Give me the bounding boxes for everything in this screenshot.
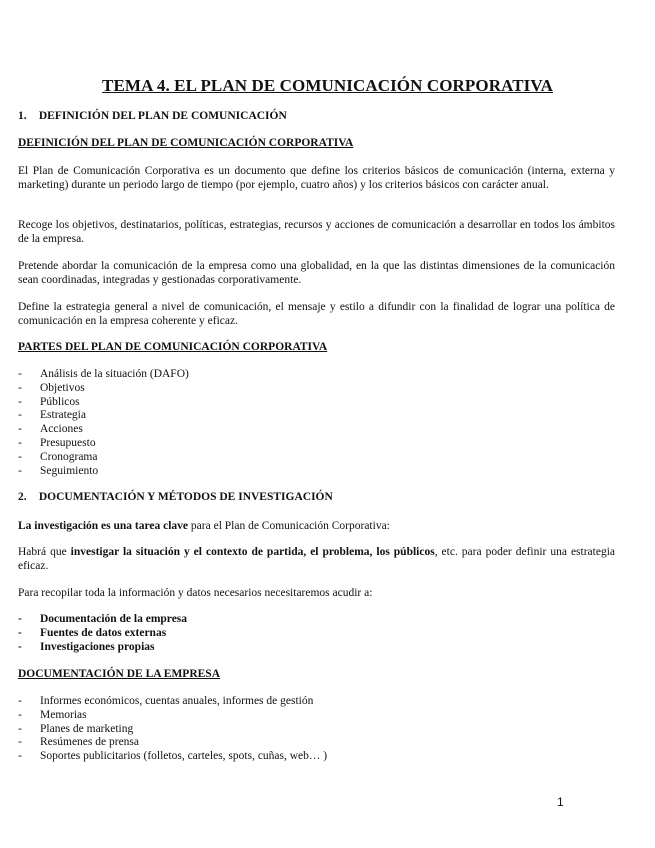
list-item: - Fuentes de datos externas bbox=[18, 626, 167, 639]
list-item: - Investigaciones propias bbox=[18, 640, 155, 653]
list-item: - Soportes publicitarios (folletos, carteles, spots, cuñas, web… ) bbox=[18, 750, 328, 763]
section-1-heading-text: DEFINICIÓN DEL PLAN DE COMUNICACIÓN bbox=[38, 110, 287, 122]
paragraph: El Plan de Comunicación Corporativa es un documento que define los criterios básicos de comunicación (interna, externa y marketing) durante un periodo largo de tiempo (por ejemplo, cuatro años) y los criterios básicos con carácter anual. bbox=[18, 165, 615, 191]
list-item: - Objetivos bbox=[18, 381, 85, 394]
paragraph: Para recopilar toda la información y datos necesarios necesitaremos acudir a: bbox=[18, 587, 373, 599]
section-2-heading-text: DOCUMENTACIÓN Y MÉTODOS DE INVESTIGACIÓN bbox=[38, 491, 333, 503]
list-item: - Resúmenes de prensa bbox=[18, 736, 139, 749]
list-item: - Planes de marketing bbox=[18, 722, 134, 735]
paragraph: La investigación es una tarea clave para el Plan de Comunicación Corporativa: bbox=[18, 520, 390, 532]
paragraph: Recoge los objetivos, destinatarios, políticas, estrategias, recursos y acciones de comunicación a desarrollar en todos los ámbitos de la empresa. bbox=[18, 219, 615, 245]
list-item: - Seguimiento bbox=[18, 464, 99, 477]
list-item: - Acciones bbox=[18, 423, 83, 436]
list-item: - Públicos bbox=[18, 395, 80, 408]
sources-list bbox=[18, 613, 187, 654]
section-2-number: 2. bbox=[18, 491, 27, 503]
list-item: - Documentación de la empresa bbox=[18, 613, 188, 625]
list-item: - Estrategia bbox=[18, 409, 86, 422]
list-item: - Análisis de la situación (DAFO) bbox=[18, 368, 189, 380]
paragraph: Pretende abordar la comunicación de la empresa como una globalidad, en la que las distintas dimensiones de la comunicación sean coordinadas, integradas y gestionadas corporativamente. bbox=[18, 260, 615, 286]
parts-heading: PARTES DEL PLAN DE COMUNICACIÓN CORPORATIVA bbox=[18, 341, 328, 353]
section-1-number: 1. bbox=[18, 110, 27, 122]
page-title: TEMA 4. EL PLAN DE COMUNICACIÓN CORPORATIVA bbox=[102, 76, 553, 95]
parts-list bbox=[18, 368, 189, 478]
documentation-list bbox=[18, 695, 327, 764]
section-1-heading bbox=[18, 110, 287, 122]
paragraph: Habrá que investigar la situación y el contexto de partida, el problema, los públicos, etc. para poder definir una estrategia eficaz. bbox=[18, 546, 615, 572]
documentation-heading: DOCUMENTACIÓN DE LA EMPRESA bbox=[18, 668, 221, 680]
paragraph: Define la estrategia general a nivel de comunicación, el mensaje y estilo a difundir con la finalidad de lograr una política de comunicación en la empresa coherente y eficaz. bbox=[18, 301, 615, 327]
list-item: - Memorias bbox=[18, 708, 87, 721]
section-2-heading bbox=[18, 491, 333, 503]
section-1-subheading: DEFINICIÓN DEL PLAN DE COMUNICACIÓN CORPORATIVA bbox=[18, 137, 354, 149]
list-item: - Presupuesto bbox=[18, 436, 96, 449]
page-number: 1 bbox=[557, 795, 564, 809]
list-item: - Cronograma bbox=[18, 450, 98, 463]
list-item: - Informes económicos, cuentas anuales, informes de gestión bbox=[18, 695, 314, 707]
